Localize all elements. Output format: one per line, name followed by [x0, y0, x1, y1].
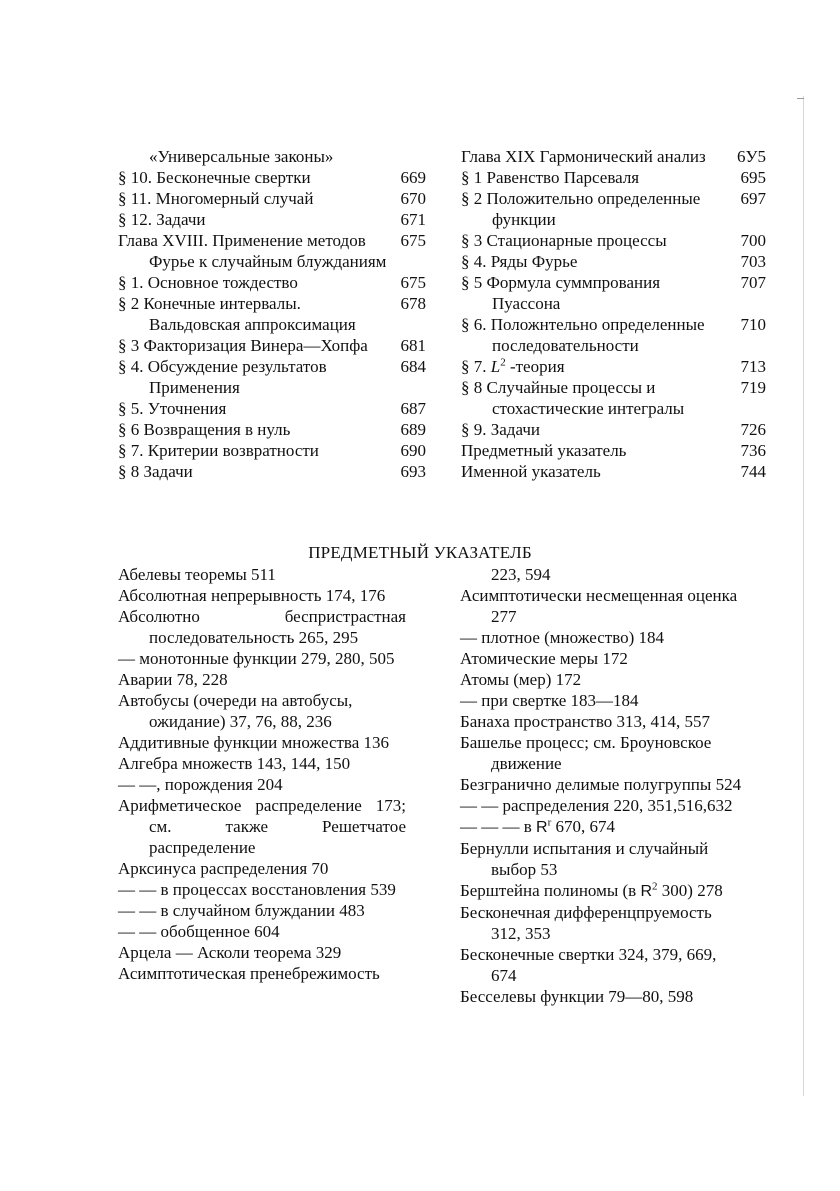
page-edge-line — [803, 96, 804, 1096]
index-entry-text: Алгебра множеств 143, 144, 150 — [118, 754, 351, 773]
index-entry-text: Бесконечная дифференцпруемость 312, 353 — [460, 903, 712, 943]
toc-entry-page: 684 — [400, 357, 426, 376]
index-entry-text: Автобусы (очереди на автобусы, ожидание) 37, 76, 88, 236 — [118, 691, 353, 731]
toc-entry — [118, 356, 426, 398]
toc-entry — [461, 419, 766, 440]
toc-entry-title-text: § 11. Многомерный случай — [118, 189, 314, 208]
toc-entry-italic: L — [490, 357, 501, 376]
toc-entry-title — [118, 398, 396, 419]
index-entry-text: Бернулли испытания и случайный выбор 53 — [460, 839, 709, 879]
toc-entry-title-text: Глава XVIII. Применение методов — [118, 231, 366, 250]
toc-entry-title — [461, 167, 732, 188]
toc-entry — [118, 167, 426, 188]
toc-entry-title — [118, 356, 396, 398]
toc-entry-continuation: последовательности — [492, 336, 639, 355]
toc-entry-title-text: § 3 Факторизация Винера—Хопфа — [118, 336, 368, 355]
toc-entry — [461, 314, 766, 356]
toc-entry-title — [461, 146, 732, 167]
toc-entry-title-text: Именной указатель — [461, 462, 601, 481]
index-entry-text: — плотное (множество) 184 — [460, 628, 665, 647]
index-entry-text: — — — в — [460, 817, 537, 836]
index-entry-text: Аварии 78, 228 — [118, 670, 228, 689]
toc-entry-title — [461, 377, 732, 419]
toc-entry-title-suffix: -теория — [505, 357, 565, 376]
index-entry-text-suffix: 300) 278 — [657, 881, 723, 900]
toc-entry-title-text: § 10. Бесконечные свертки — [118, 168, 311, 187]
index-entry-text: Атомические меры 172 — [460, 649, 628, 668]
toc-entry-superscript: 2 — [500, 356, 506, 369]
toc-entry-continuation: функции — [492, 210, 556, 229]
index-entry — [118, 795, 406, 858]
index-entry-text: Бесконечные свертки 324, 379, 669, 674 — [460, 945, 717, 985]
toc-entry-page: 726 — [740, 420, 766, 439]
index-entry — [118, 921, 406, 942]
index-entry-text: — при свертке 183—184 — [460, 691, 639, 710]
index-heading: ПРЕДМЕТНЫЙ УКАЗАТЕЛБ — [308, 543, 532, 562]
toc-entry-page: 719 — [740, 378, 766, 397]
index-entry-text: 223, 594 — [491, 565, 551, 584]
toc-entry-page: 690 — [400, 441, 426, 460]
toc-entry-page: 669 — [400, 168, 426, 187]
toc-entry-title-text: Глава XIX Гармонический анализ — [461, 147, 706, 166]
toc-entry-title-text: § 8 Случайные процессы и — [461, 378, 656, 397]
index-left-column — [118, 564, 406, 984]
index-entry — [460, 732, 744, 774]
index-entry — [460, 564, 744, 585]
toc-entry-title — [461, 314, 732, 356]
toc-entry-page: 678 — [400, 294, 426, 313]
toc-entry-title-text: § 12. Задачи — [118, 210, 206, 229]
toc-entry-page: 670 — [400, 189, 426, 208]
toc-entry — [461, 188, 766, 230]
toc-entry-title — [461, 272, 732, 314]
index-entry-text: Безгранично делимые полугруппы 524 — [460, 775, 742, 794]
index-entry-text: Бесселевы функции 79—80, 598 — [460, 987, 694, 1006]
toc-entry-title — [461, 188, 732, 230]
page-edge-tick — [797, 98, 804, 99]
toc-entry — [461, 377, 766, 419]
index-entry-text: Абсолютная непрерывность 174, 176 — [118, 586, 386, 605]
index-entry — [118, 879, 406, 900]
index-entry — [460, 838, 744, 880]
index-entry-text: Аддитивные функции множества 136 — [118, 733, 390, 752]
toc-entry-title-text: § 7. — [461, 357, 487, 376]
index-entry — [460, 944, 744, 986]
toc-entry-title-text: § 5 Формула суммпрования — [461, 273, 661, 292]
toc-entry-title-text: § 6. Положнтельно определенные — [461, 315, 705, 334]
toc-entry — [118, 335, 426, 356]
toc-entry-page: 707 — [740, 273, 766, 292]
index-entry — [118, 942, 406, 963]
index-entry-text: Арксинуса распределения 70 — [118, 859, 329, 878]
toc-entry — [118, 440, 426, 461]
index-entry-text: Банаха пространство 313, 414, 557 — [460, 712, 711, 731]
toc-entry-title — [118, 440, 396, 461]
toc-entry-title — [461, 419, 732, 440]
toc-entry — [118, 461, 426, 482]
index-entry-text: Абсолютно беспристрастная последовательность 265, 295 — [118, 607, 406, 647]
toc-entry-title-text: § 5. Уточнения — [118, 399, 227, 418]
toc-entry-title — [118, 230, 396, 272]
toc-entry-title-text: § 1 Равенство Парсеваля — [461, 168, 640, 187]
index-entry — [460, 795, 744, 816]
toc-entry-title — [118, 293, 396, 335]
toc-entry — [461, 356, 766, 377]
toc-entry-title — [118, 419, 396, 440]
toc-entry-title-text: § 7. Критерии возвратности — [118, 441, 319, 460]
toc-entry-page: 693 — [400, 462, 426, 481]
index-entry-text: — — обобщенное 604 — [118, 922, 280, 941]
toc-entry-title — [118, 167, 396, 188]
toc-entry-page: 744 — [740, 462, 766, 481]
index-entry — [460, 585, 744, 627]
index-entry-text: Абелевы теоремы 511 — [118, 565, 276, 584]
toc-entry-title — [461, 251, 732, 272]
index-entry-text-suffix: 670, 674 — [551, 817, 616, 836]
toc-entry-page: 681 — [400, 336, 426, 355]
toc-entry-title — [118, 272, 396, 293]
index-entry-text: — — распределения 220, 351,516,632 — [460, 796, 733, 815]
toc-entry-title-text: § 1. Основное тождество — [118, 273, 298, 292]
toc-entry — [461, 461, 766, 482]
toc-entry-title — [118, 188, 396, 209]
index-entry-text: — — в процессах восстановления 539 — [118, 880, 396, 899]
index-entry — [118, 690, 406, 732]
toc-entry-title — [118, 461, 396, 482]
toc-entry — [461, 230, 766, 251]
toc-entry-title — [461, 440, 732, 461]
toc-entry — [118, 146, 426, 167]
index-entry-superscript: 2 — [652, 880, 658, 893]
toc-entry-title — [118, 335, 396, 356]
toc-entry — [118, 419, 426, 440]
index-entry — [118, 753, 406, 774]
toc-entry-title-text: § 9. Задачи — [461, 420, 540, 439]
toc-entry-continuation: Пуассона — [492, 294, 561, 313]
index-entry-space-symbol: R — [536, 819, 548, 836]
toc-entry-title — [461, 461, 732, 482]
toc-left-column — [118, 146, 426, 482]
index-entry — [118, 669, 406, 690]
toc-entry-page: 687 — [400, 399, 426, 418]
toc-entry — [118, 293, 426, 335]
toc-entry-page: 695 — [740, 168, 766, 187]
toc-entry-page: 675 — [400, 231, 426, 250]
index-entry — [460, 902, 744, 944]
toc-entry — [118, 209, 426, 230]
index-entry — [460, 690, 744, 711]
toc-entry-title-text: § 3 Стационарные процессы — [461, 231, 667, 250]
index-entry-text: Атомы (мер) 172 — [460, 670, 582, 689]
toc-entry-title — [118, 146, 396, 167]
toc-entry-page: 6У5 — [736, 147, 766, 166]
index-entry — [460, 816, 744, 838]
index-entry — [118, 648, 406, 669]
index-entry — [460, 880, 744, 902]
index-entry-text: Арцела — Асколи теорема 329 — [118, 943, 342, 962]
toc-entry — [118, 398, 426, 419]
toc-entry-title-text: § 6 Возвращения в нуль — [118, 420, 291, 439]
toc-entry-title-text: § 2 Конечные интервалы. — [118, 294, 301, 313]
index-entry — [118, 564, 406, 585]
toc-entry-page: 703 — [740, 252, 766, 271]
index-entry-superscript: r — [547, 816, 552, 829]
toc-entry-title — [118, 209, 396, 230]
index-entry — [118, 606, 406, 648]
index-entry — [118, 732, 406, 753]
toc-entry — [461, 440, 766, 461]
toc-entry-page: 736 — [740, 441, 766, 460]
toc-entry-title-text: § 4. Ряды Фурье — [461, 252, 578, 271]
toc-entry-title — [461, 356, 732, 377]
index-entry — [460, 711, 744, 732]
toc-entry-title-text: «Универсальные законы» — [149, 147, 334, 166]
index-entry — [118, 900, 406, 921]
toc-entry-continuation: Вальдовская аппроксимация — [149, 315, 356, 334]
index-entry-space-symbol: R — [640, 883, 653, 900]
index-entry-text: — монотонные функции 279, 280, 505 — [118, 649, 395, 668]
toc-entry — [461, 272, 766, 314]
toc-entry-title — [461, 230, 732, 251]
index-entry — [460, 627, 744, 648]
toc-entry-continuation: Фурье к случайным блужданиям — [149, 252, 387, 271]
toc-entry-page: 675 — [400, 273, 426, 292]
toc-entry-title-text: § 8 Задачи — [118, 462, 193, 481]
toc-entry-title-text: § 4. Обсуждение результатов — [118, 357, 327, 376]
toc-entry-page: 700 — [740, 231, 766, 250]
toc-entry-title-text: Предметный указатель — [461, 441, 627, 460]
toc-right-column — [461, 146, 766, 482]
toc-entry-page: 713 — [740, 357, 766, 376]
toc-entry — [461, 251, 766, 272]
index-entry — [460, 669, 744, 690]
toc-entry-page: 710 — [740, 315, 766, 334]
index-entry-text: — —, порождения 204 — [118, 775, 283, 794]
toc-entry — [118, 188, 426, 209]
index-entry-text: Башелье процесс; см. Броуновское движение — [460, 733, 712, 773]
index-entry — [460, 986, 744, 1007]
index-entry-text: Арифметическое распределение 173; см. также Решетчатое распределение — [118, 796, 406, 857]
toc-entry-page: 689 — [400, 420, 426, 439]
index-entry-text: Асимптотически несмещенная оценка 277 — [460, 586, 738, 626]
index-entry-text: — — в случайном блуждании 483 — [118, 901, 365, 920]
toc-entry — [461, 167, 766, 188]
index-entry — [118, 585, 406, 606]
toc-entry-continuation: стохастические интегралы — [492, 399, 685, 418]
toc-entry-continuation: Применения — [149, 378, 240, 397]
toc-entry — [461, 146, 766, 167]
index-right-column — [460, 564, 744, 1007]
index-entry-text: Асимптотическая пренебрежимость — [118, 964, 380, 983]
index-entry — [118, 963, 406, 984]
index-entry — [118, 774, 406, 795]
index-entry — [460, 774, 744, 795]
toc-entry-page: 671 — [400, 210, 426, 229]
index-entry — [118, 858, 406, 879]
index-entry — [460, 648, 744, 669]
toc-entry-title-text: § 2 Положительно определенные — [461, 189, 701, 208]
toc-entry — [118, 272, 426, 293]
index-entry-text: Берштейна полиномы (в — [460, 881, 641, 900]
toc-entry — [118, 230, 426, 272]
toc-entry-page: 697 — [740, 189, 766, 208]
